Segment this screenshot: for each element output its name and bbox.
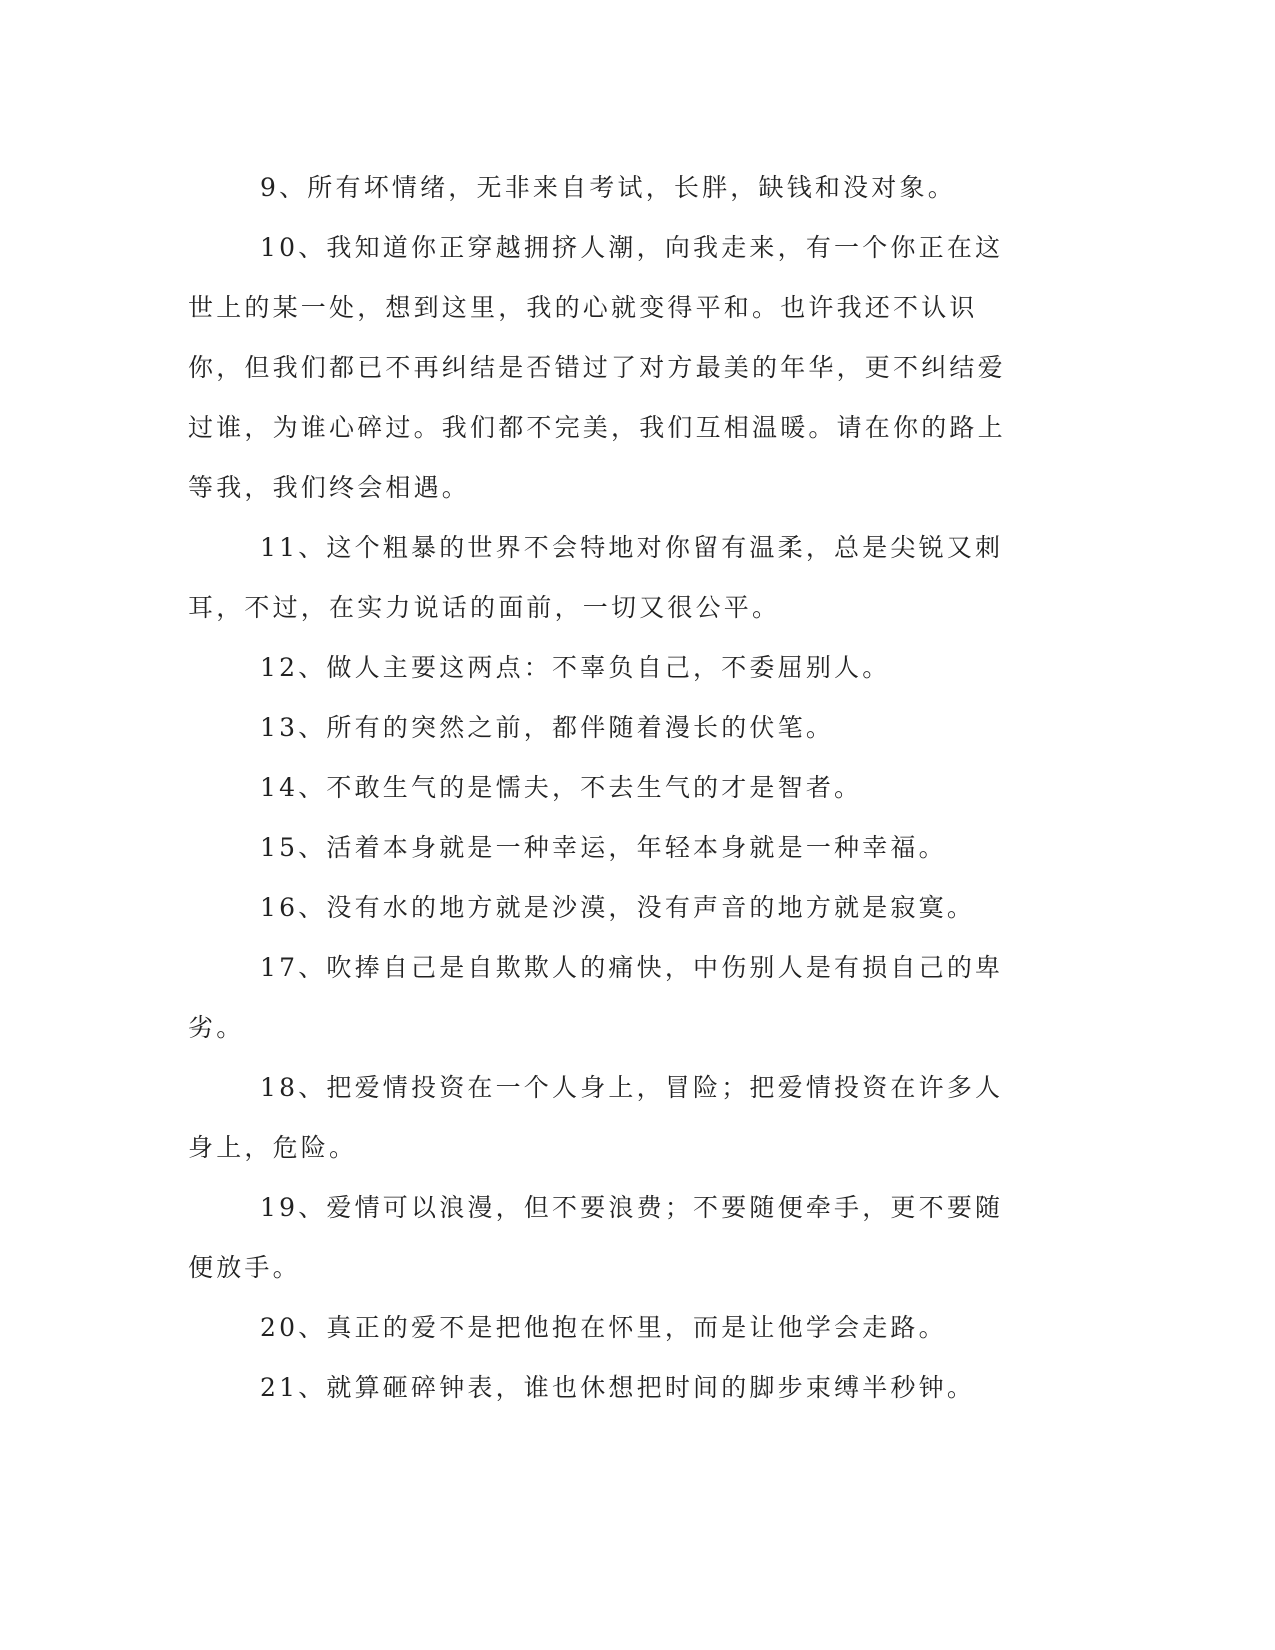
paragraph-17: 17、吹捧自己是自欺欺人的痛快，中伤别人是有损自己的卑劣。 bbox=[188, 953, 1004, 1042]
paragraph-9: 9、所有坏情绪，无非来自考试，长胖，缺钱和没对象。 bbox=[260, 173, 956, 202]
paragraph-11: 11、这个粗暴的世界不会特地对你留有温柔，总是尖锐又刺耳，不过，在实力说话的面前，一切又很公平。 bbox=[188, 533, 1004, 622]
paragraph-10: 10、我知道你正穿越拥挤人潮，向我走来，有一个你正在这世上的某一处，想到这里，我的心就变得平和。也许我还不认识你，但我们都已不再纠结是否错过了对方最美的年华，更不纠结爱过谁，为谁心碎过。我们都不完美，我们互相温暖。请在你的路上等我，我们终会相遇。 bbox=[188, 233, 1006, 502]
document-body bbox=[188, 158, 1030, 1418]
paragraph-13: 13、所有的突然之前，都伴随着漫长的伏笔。 bbox=[260, 713, 835, 742]
paragraph-15: 15、活着本身就是一种幸运，年轻本身就是一种幸福。 bbox=[260, 833, 947, 862]
paragraph-16: 16、没有水的地方就是沙漠，没有声音的地方就是寂寞。 bbox=[260, 893, 976, 922]
paragraph-12: 12、做人主要这两点：不辜负自己，不委屈别人。 bbox=[260, 653, 891, 682]
paragraph-20: 20、真正的爱不是把他抱在怀里，而是让他学会走路。 bbox=[260, 1313, 947, 1342]
paragraph-14: 14、不敢生气的是懦夫，不去生气的才是智者。 bbox=[260, 773, 863, 802]
paragraph-18: 18、把爱情投资在一个人身上，冒险；把爱情投资在许多人身上，危险。 bbox=[188, 1073, 1004, 1162]
paragraph-19: 19、爱情可以浪漫，但不要浪费；不要随便牵手，更不要随便放手。 bbox=[188, 1193, 1004, 1282]
paragraph-21: 21、就算砸碎钟表，谁也休想把时间的脚步束缚半秒钟。 bbox=[260, 1373, 976, 1402]
